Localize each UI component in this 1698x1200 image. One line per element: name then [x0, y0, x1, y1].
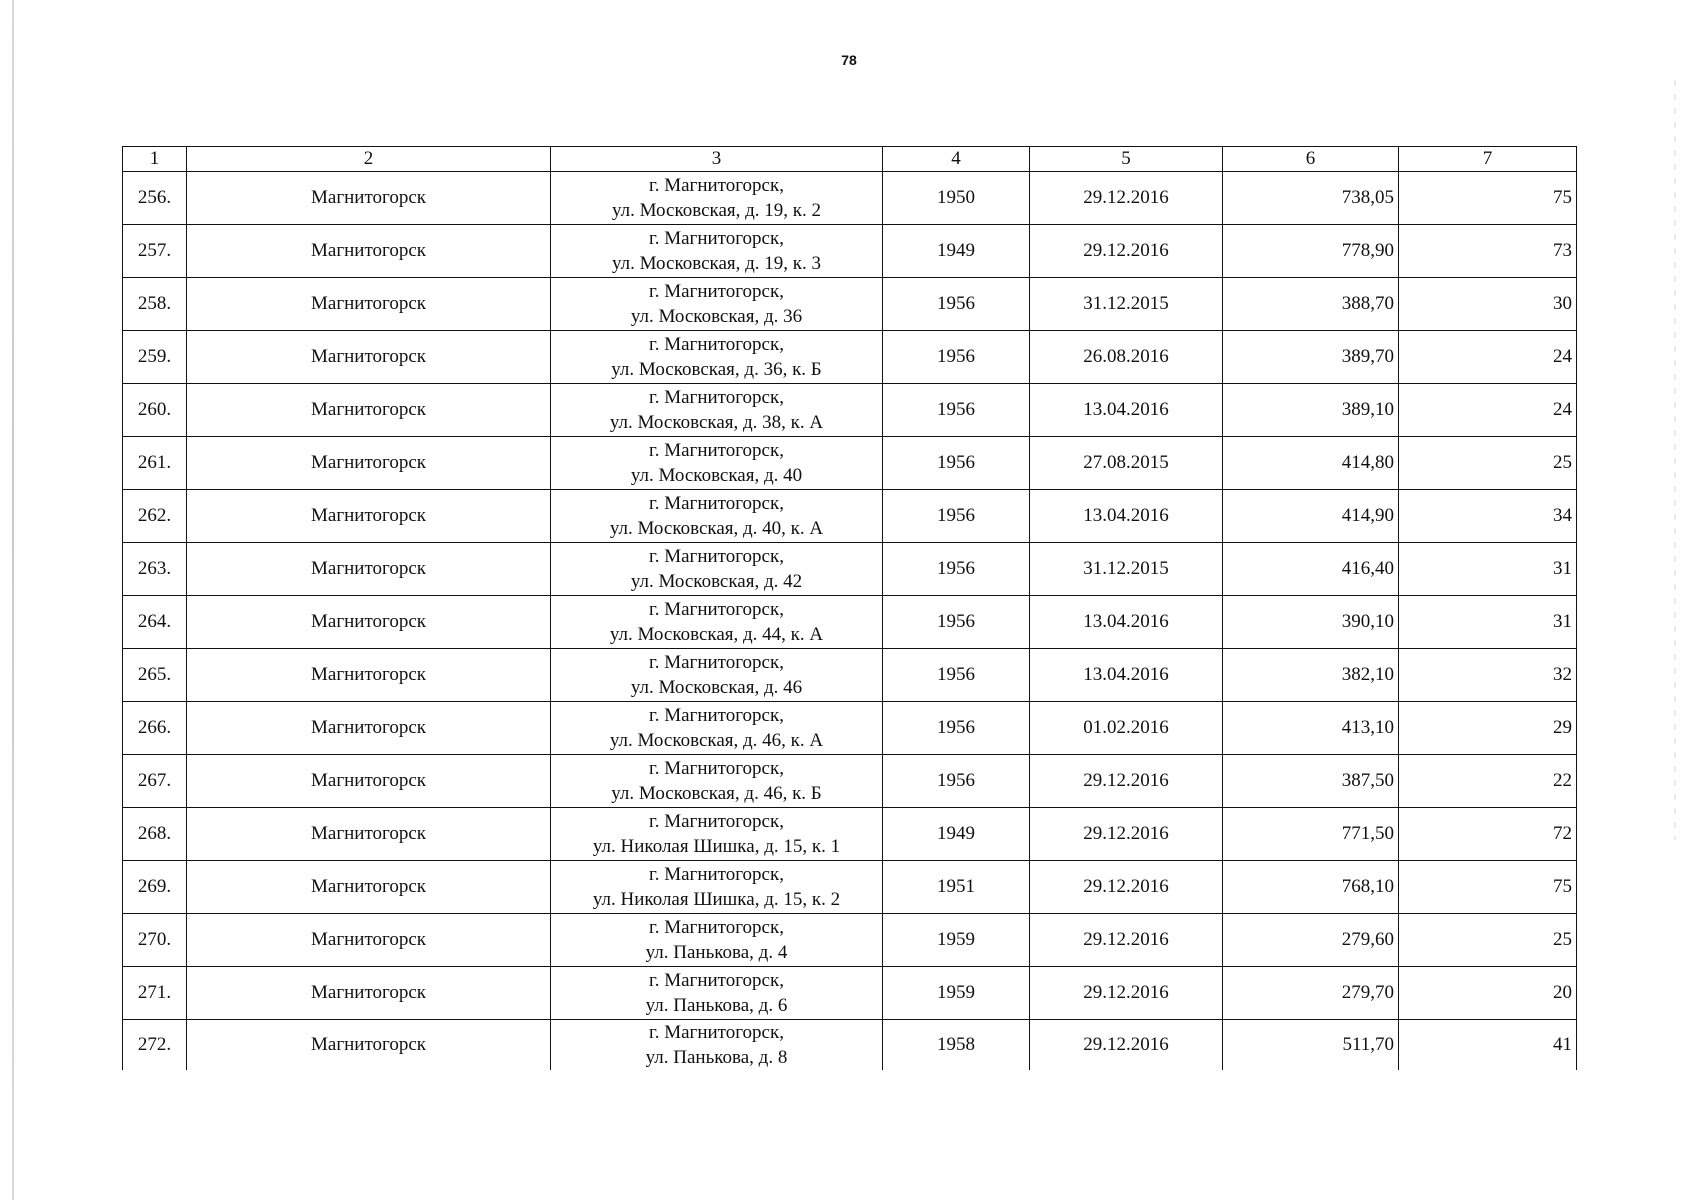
table-row: [123, 543, 1577, 596]
row-count: 25: [1399, 914, 1577, 967]
address-line-city: г. Магнитогорск,: [649, 546, 784, 567]
row-year: 1959: [883, 914, 1030, 967]
row-date: 29.12.2016: [1030, 967, 1223, 1020]
table-row: [123, 808, 1577, 861]
row-city: Магнитогорск: [187, 437, 551, 490]
address-line-city: г. Магнитогорск,: [649, 228, 784, 249]
address-line-city: г. Магнитогорск,: [649, 334, 784, 355]
row-number: 256.: [123, 172, 187, 225]
row-city: Магнитогорск: [187, 278, 551, 331]
address-line-street: ул. Панькова, д. 6: [645, 995, 788, 1016]
column-header-7: 7: [1399, 147, 1577, 172]
address-line-city: г. Магнитогорск,: [649, 440, 784, 461]
row-number: 269.: [123, 861, 187, 914]
row-number: 265.: [123, 649, 187, 702]
row-count: 31: [1399, 543, 1577, 596]
address-line-city: г. Магнитогорск,: [649, 864, 784, 885]
scan-edge-right: [1674, 80, 1676, 840]
row-area: 279,70: [1223, 967, 1399, 1020]
row-year: 1956: [883, 543, 1030, 596]
row-city: Магнитогорск: [187, 967, 551, 1020]
row-date: 01.02.2016: [1030, 702, 1223, 755]
address-line-street: ул. Николая Шишка, д. 15, к. 1: [592, 836, 841, 857]
row-city: Магнитогорск: [187, 914, 551, 967]
row-address: [551, 331, 883, 384]
row-city: Магнитогорск: [187, 755, 551, 808]
row-count: 30: [1399, 278, 1577, 331]
row-city: Магнитогорск: [187, 596, 551, 649]
row-year: 1950: [883, 172, 1030, 225]
table-row: [123, 384, 1577, 437]
row-date: 31.12.2015: [1030, 543, 1223, 596]
row-year: 1956: [883, 702, 1030, 755]
row-area: 390,10: [1223, 596, 1399, 649]
row-year: 1956: [883, 490, 1030, 543]
row-count: 72: [1399, 808, 1577, 861]
column-header-4: 4: [883, 147, 1030, 172]
row-year: 1959: [883, 967, 1030, 1020]
row-year: 1949: [883, 225, 1030, 278]
address-line-street: ул. Московская, д. 19, к. 3: [611, 253, 822, 274]
row-city: Магнитогорск: [187, 172, 551, 225]
table-row: [123, 225, 1577, 278]
address-line-street: ул. Московская, д. 42: [630, 571, 803, 592]
row-date: 29.12.2016: [1030, 755, 1223, 808]
row-number: 267.: [123, 755, 187, 808]
row-address: [551, 702, 883, 755]
row-area: 413,10: [1223, 702, 1399, 755]
row-number: 261.: [123, 437, 187, 490]
row-date: 13.04.2016: [1030, 384, 1223, 437]
row-count: 25: [1399, 437, 1577, 490]
row-date: 13.04.2016: [1030, 596, 1223, 649]
row-date: 29.12.2016: [1030, 861, 1223, 914]
row-number: 264.: [123, 596, 187, 649]
table-row: [123, 490, 1577, 543]
address-line-city: г. Магнитогорск,: [649, 281, 784, 302]
row-address: [551, 808, 883, 861]
row-date: 31.12.2015: [1030, 278, 1223, 331]
row-number: 272.: [123, 1020, 187, 1071]
address-line-city: г. Магнитогорск,: [649, 387, 784, 408]
row-number: 263.: [123, 543, 187, 596]
row-area: 771,50: [1223, 808, 1399, 861]
row-area: 382,10: [1223, 649, 1399, 702]
row-number: 271.: [123, 967, 187, 1020]
row-city: Магнитогорск: [187, 490, 551, 543]
table-row: [123, 702, 1577, 755]
row-area: 388,70: [1223, 278, 1399, 331]
row-number: 258.: [123, 278, 187, 331]
table-row: [123, 331, 1577, 384]
address-line-street: ул. Московская, д. 40, к. А: [609, 518, 824, 539]
row-date: 29.12.2016: [1030, 808, 1223, 861]
address-line-city: г. Магнитогорск,: [649, 917, 784, 938]
row-number: 262.: [123, 490, 187, 543]
row-area: 279,60: [1223, 914, 1399, 967]
address-line-street: ул. Московская, д. 44, к. А: [609, 624, 824, 645]
column-header-1: 1: [123, 147, 187, 172]
row-area: 511,70: [1223, 1020, 1399, 1071]
scan-edge-left: [12, 0, 14, 1200]
table-row: [123, 596, 1577, 649]
address-line-city: г. Магнитогорск,: [649, 705, 784, 726]
row-address: [551, 225, 883, 278]
row-address: [551, 543, 883, 596]
table-row: [123, 278, 1577, 331]
row-area: 768,10: [1223, 861, 1399, 914]
table-row: [123, 437, 1577, 490]
row-address: [551, 490, 883, 543]
row-city: Магнитогорск: [187, 1020, 551, 1071]
row-area: 414,80: [1223, 437, 1399, 490]
address-line-city: г. Магнитогорск,: [649, 599, 784, 620]
row-date: 26.08.2016: [1030, 331, 1223, 384]
row-count: 24: [1399, 331, 1577, 384]
row-area: 389,70: [1223, 331, 1399, 384]
row-year: 1956: [883, 278, 1030, 331]
address-line-street: ул. Московская, д. 40: [630, 465, 803, 486]
row-area: 387,50: [1223, 755, 1399, 808]
row-address: [551, 1020, 883, 1071]
address-line-city: г. Магнитогорск,: [649, 1022, 784, 1043]
address-line-street: ул. Панькова, д. 8: [645, 1047, 788, 1068]
address-line-city: г. Магнитогорск,: [649, 652, 784, 673]
address-line-city: г. Магнитогорск,: [649, 811, 784, 832]
row-count: 75: [1399, 861, 1577, 914]
address-line-street: ул. Московская, д. 46: [630, 677, 803, 698]
row-city: Магнитогорск: [187, 331, 551, 384]
row-address: [551, 437, 883, 490]
table-row: [123, 172, 1577, 225]
row-address: [551, 861, 883, 914]
row-area: 778,90: [1223, 225, 1399, 278]
table-row: [123, 755, 1577, 808]
row-address: [551, 596, 883, 649]
address-line-city: г. Магнитогорск,: [649, 758, 784, 779]
row-year: 1956: [883, 384, 1030, 437]
address-line-street: ул. Московская, д. 38, к. А: [609, 412, 824, 433]
row-address: [551, 967, 883, 1020]
row-number: 270.: [123, 914, 187, 967]
row-city: Магнитогорск: [187, 861, 551, 914]
table-row: [123, 914, 1577, 967]
row-number: 257.: [123, 225, 187, 278]
table-row: [123, 861, 1577, 914]
row-year: 1958: [883, 1020, 1030, 1071]
row-count: 29: [1399, 702, 1577, 755]
row-date: 13.04.2016: [1030, 490, 1223, 543]
row-address: [551, 172, 883, 225]
column-header-3: 3: [551, 147, 883, 172]
row-address: [551, 278, 883, 331]
row-count: 75: [1399, 172, 1577, 225]
row-year: 1956: [883, 649, 1030, 702]
address-line-city: г. Магнитогорск,: [649, 970, 784, 991]
row-count: 41: [1399, 1020, 1577, 1071]
row-number: 268.: [123, 808, 187, 861]
table-body: [123, 172, 1577, 1071]
address-line-city: г. Магнитогорск,: [649, 493, 784, 514]
address-line-street: ул. Московская, д. 46, к. А: [609, 730, 824, 751]
row-year: 1956: [883, 596, 1030, 649]
row-count: 34: [1399, 490, 1577, 543]
row-address: [551, 649, 883, 702]
page-number: 78: [841, 52, 857, 68]
row-year: 1956: [883, 437, 1030, 490]
row-city: Магнитогорск: [187, 702, 551, 755]
row-date: 29.12.2016: [1030, 914, 1223, 967]
row-date: 29.12.2016: [1030, 172, 1223, 225]
address-line-city: г. Магнитогорск,: [649, 175, 784, 196]
row-number: 266.: [123, 702, 187, 755]
table-row: [123, 1020, 1577, 1071]
row-year: 1951: [883, 861, 1030, 914]
row-number: 259.: [123, 331, 187, 384]
row-count: 22: [1399, 755, 1577, 808]
table-row: [123, 649, 1577, 702]
row-area: 414,90: [1223, 490, 1399, 543]
row-date: 13.04.2016: [1030, 649, 1223, 702]
row-address: [551, 755, 883, 808]
row-count: 20: [1399, 967, 1577, 1020]
address-line-street: ул. Николая Шишка, д. 15, к. 2: [592, 889, 841, 910]
row-address: [551, 914, 883, 967]
row-count: 31: [1399, 596, 1577, 649]
row-city: Магнитогорск: [187, 808, 551, 861]
row-area: 389,10: [1223, 384, 1399, 437]
row-date: 29.12.2016: [1030, 225, 1223, 278]
row-year: 1949: [883, 808, 1030, 861]
row-count: 32: [1399, 649, 1577, 702]
row-count: 24: [1399, 384, 1577, 437]
address-line-street: ул. Московская, д. 36, к. Б: [611, 359, 822, 380]
row-date: 29.12.2016: [1030, 1020, 1223, 1071]
address-line-street: ул. Московская, д. 19, к. 2: [611, 200, 822, 221]
header-row: [123, 147, 1577, 172]
row-address: [551, 384, 883, 437]
registry-table: [122, 146, 1577, 1070]
row-city: Магнитогорск: [187, 543, 551, 596]
column-header-5: 5: [1030, 147, 1223, 172]
address-line-street: ул. Московская, д. 36: [630, 306, 803, 327]
column-header-2: 2: [187, 147, 551, 172]
row-year: 1956: [883, 755, 1030, 808]
column-header-6: 6: [1223, 147, 1399, 172]
row-area: 416,40: [1223, 543, 1399, 596]
address-line-street: ул. Панькова, д. 4: [645, 942, 788, 963]
row-date: 27.08.2015: [1030, 437, 1223, 490]
row-number: 260.: [123, 384, 187, 437]
row-count: 73: [1399, 225, 1577, 278]
row-city: Магнитогорск: [187, 649, 551, 702]
table-row: [123, 967, 1577, 1020]
row-city: Магнитогорск: [187, 225, 551, 278]
address-line-street: ул. Московская, д. 46, к. Б: [611, 783, 822, 804]
row-city: Магнитогорск: [187, 384, 551, 437]
row-year: 1956: [883, 331, 1030, 384]
row-area: 738,05: [1223, 172, 1399, 225]
